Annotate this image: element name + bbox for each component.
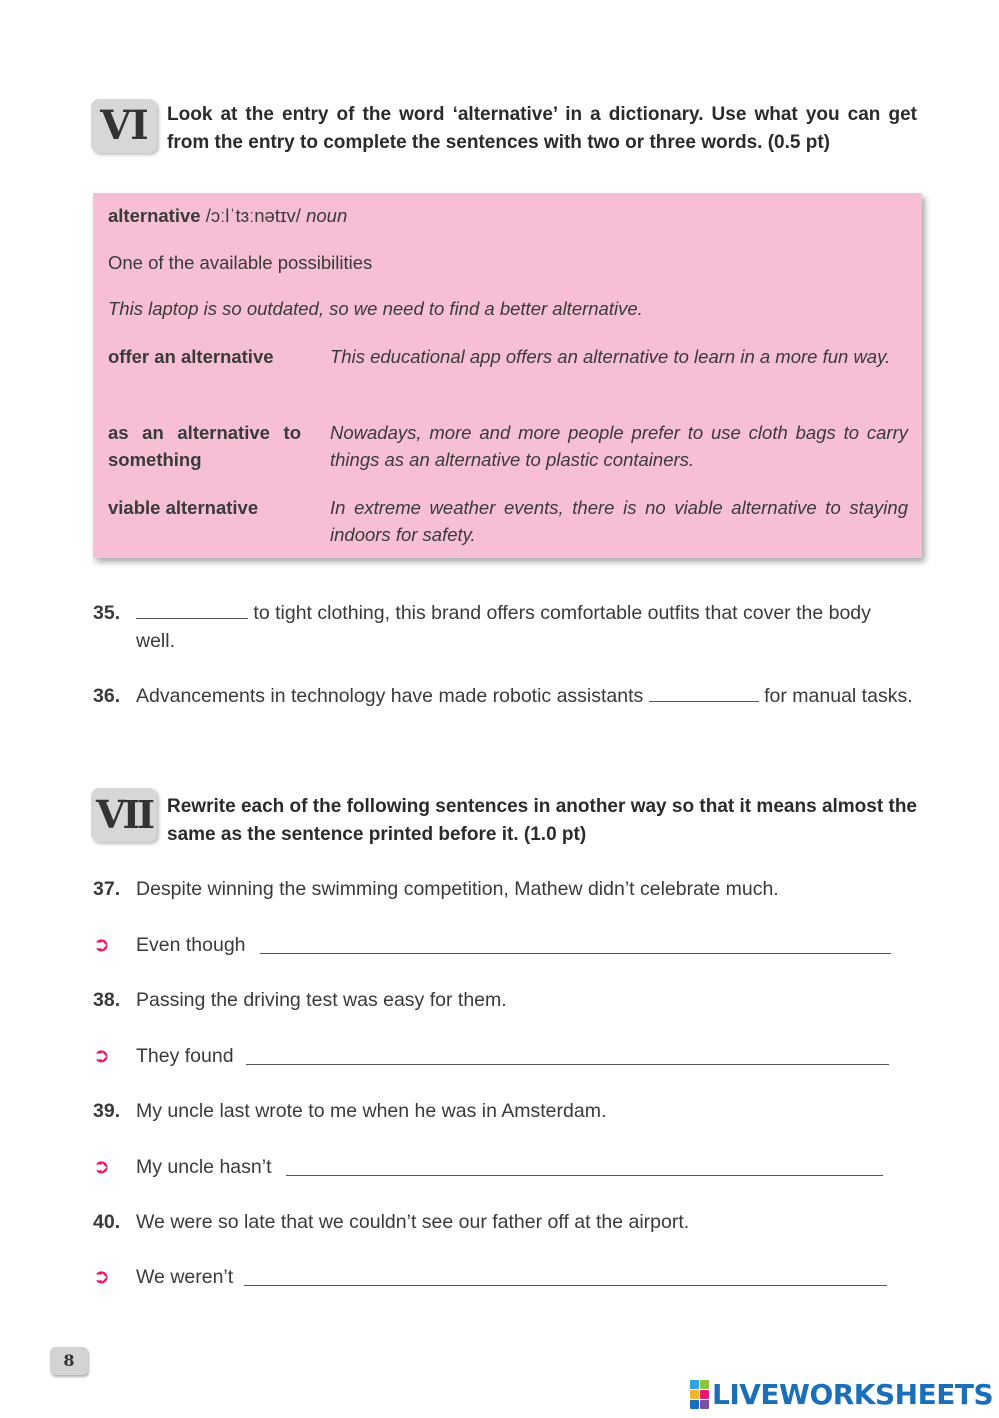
question-number: 38. bbox=[93, 989, 121, 1011]
part-of-speech: noun bbox=[306, 205, 348, 226]
question-text bbox=[136, 682, 913, 710]
brand-name: LIVEWORKSHEETS bbox=[712, 1377, 994, 1411]
answer-line-39[interactable] bbox=[286, 1175, 883, 1176]
answer-line-37[interactable] bbox=[260, 953, 891, 954]
section-badge-vi: VI bbox=[91, 99, 157, 153]
question-sentence: Passing the driving test was easy for them. bbox=[136, 989, 507, 1011]
question-sentence: My uncle last wrote to me when he was in Amsterdam. bbox=[136, 1100, 607, 1122]
question-sentence: We were so late that we couldn’t see our father off at the airport. bbox=[136, 1211, 690, 1233]
logo-tile bbox=[690, 1400, 699, 1409]
collocation-phrase: viable alternative bbox=[108, 497, 259, 518]
answer-line-40[interactable] bbox=[244, 1285, 887, 1286]
definition-example: This laptop is so outdated, so we need to find a better alternative. bbox=[108, 298, 643, 319]
dictionary-entry-box bbox=[93, 193, 922, 558]
question-number: 39. bbox=[93, 1100, 121, 1122]
section-vi-instruction: Look at the entry of the word ‘alternative’ in a dictionary. Use what you can get from the entry to complete the sentences with two or three words. (0.5 pt) bbox=[167, 104, 917, 153]
dictionary-headword-line bbox=[108, 205, 347, 227]
answer-lead: They found bbox=[136, 1045, 234, 1067]
headword: alternative bbox=[108, 205, 201, 226]
question-number: 40. bbox=[93, 1211, 121, 1233]
answer-row-38 bbox=[93, 1042, 893, 1070]
arrow-icon: ➲ bbox=[93, 1045, 110, 1067]
logo-tile bbox=[700, 1380, 709, 1389]
question-text-after: to tight clothing, this brand offers comfortable outfits that cover the body well. bbox=[136, 602, 871, 652]
answer-row-39 bbox=[93, 1153, 893, 1181]
section-vii-instruction: Rewrite each of the following sentences in another way so that it means almost the same as the sentence printed before it. (1.0 pt) bbox=[167, 796, 917, 845]
arrow-icon: ➲ bbox=[93, 934, 110, 956]
question-number: 35. bbox=[93, 602, 121, 624]
pronunciation: /ɔːlˈtɜːnətɪv/ bbox=[205, 205, 301, 226]
question-sentence: Despite winning the swimming competition, Mathew didn’t celebrate much. bbox=[136, 878, 779, 900]
answer-lead: Even though bbox=[136, 934, 246, 956]
section-badge-vii: VII bbox=[91, 788, 157, 842]
arrow-icon: ➲ bbox=[93, 1156, 110, 1178]
answer-line-38[interactable] bbox=[246, 1064, 889, 1065]
question-number: 36. bbox=[93, 685, 121, 707]
collocation-phrase: offer an alternative bbox=[108, 346, 274, 367]
question-text bbox=[136, 599, 913, 655]
answer-blank-36[interactable] bbox=[649, 683, 759, 702]
collocation-example: Nowadays, more and more people prefer to use cloth bags to carry things as an alternative to plastic containers. bbox=[330, 422, 908, 470]
logo-tile bbox=[700, 1390, 709, 1399]
collocation-example: In extreme weather events, there is no viable alternative to staying indoors for safety. bbox=[330, 497, 908, 545]
answer-lead: My uncle hasn’t bbox=[136, 1156, 272, 1178]
answer-row-37 bbox=[93, 931, 893, 959]
logo-tile bbox=[700, 1400, 709, 1409]
collocation-phrase: as an alternative to something bbox=[108, 422, 301, 470]
liveworksheets-logo-icon bbox=[690, 1380, 709, 1409]
logo-tile bbox=[690, 1390, 699, 1399]
answer-lead: We weren’t bbox=[136, 1266, 234, 1288]
liveworksheets-brand[interactable] bbox=[690, 1376, 993, 1412]
definition: One of the available possibilities bbox=[108, 252, 373, 273]
page-number: 8 bbox=[50, 1347, 88, 1375]
question-text-before: Advancements in technology have made robotic assistants bbox=[136, 685, 649, 707]
question-number: 37. bbox=[93, 878, 121, 900]
collocation-example: This educational app offers an alternative to learn in a more fun way. bbox=[330, 346, 891, 367]
logo-tile bbox=[690, 1380, 699, 1389]
answer-row-40 bbox=[93, 1263, 893, 1291]
question-text-after: for manual tasks. bbox=[758, 685, 913, 707]
arrow-icon: ➲ bbox=[93, 1266, 110, 1288]
answer-blank-35[interactable] bbox=[136, 600, 248, 619]
